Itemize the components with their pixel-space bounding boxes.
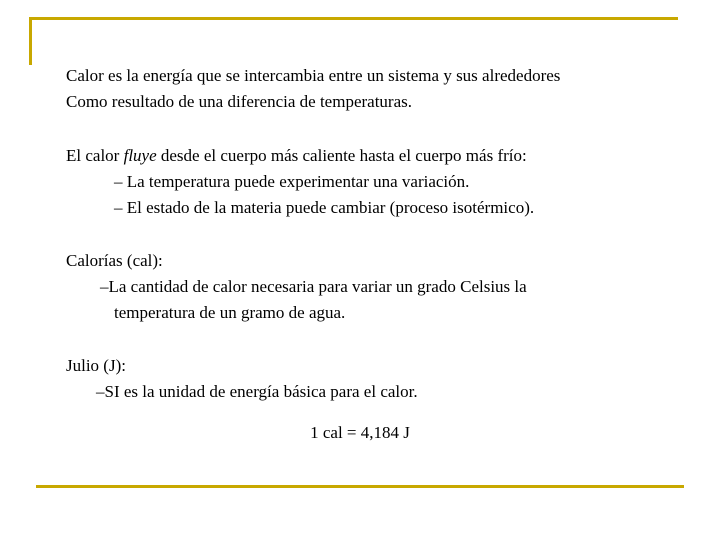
definition-line-1: Calor es la energía que se intercambia entre un sistema y sus alrededores (66, 66, 561, 85)
joule-definition: –SI es la unidad de energía básica para el calor. (96, 382, 418, 401)
top-accent-bar (29, 17, 678, 20)
calories-definition-line-2: temperatura de un gramo de agua. (114, 303, 346, 322)
calories-heading: Calorías (cal): (66, 251, 163, 270)
heat-flow-lead (66, 143, 686, 169)
paragraph-calories (66, 248, 686, 326)
calories-definition-line-1: –La cantidad de calor necesaria para variar un grado Celsius la (100, 277, 527, 296)
joule-heading: Julio (J): (66, 356, 126, 375)
conversion-equation: 1 cal = 4,184 J (310, 423, 410, 442)
paragraph-heat-flow (66, 143, 686, 221)
definition-line-2: Como resultado de una diferencia de temperaturas. (66, 92, 413, 111)
heat-flow-lead-start: El calor (66, 146, 124, 165)
paragraph-joule (66, 353, 686, 405)
paragraph-definition (66, 63, 686, 115)
heat-flow-emphasis: fluye (123, 146, 157, 165)
bottom-accent-bar (36, 485, 684, 488)
heat-flow-bullet-2: – El estado de la materia puede cambiar (proceso isotérmico). (114, 198, 535, 217)
heat-flow-bullet-1: – La temperatura puede experimentar una variación. (114, 172, 470, 191)
heat-flow-lead-end: desde el cuerpo más caliente hasta el cuerpo más frío: (156, 146, 527, 165)
left-accent-bar (29, 17, 32, 65)
